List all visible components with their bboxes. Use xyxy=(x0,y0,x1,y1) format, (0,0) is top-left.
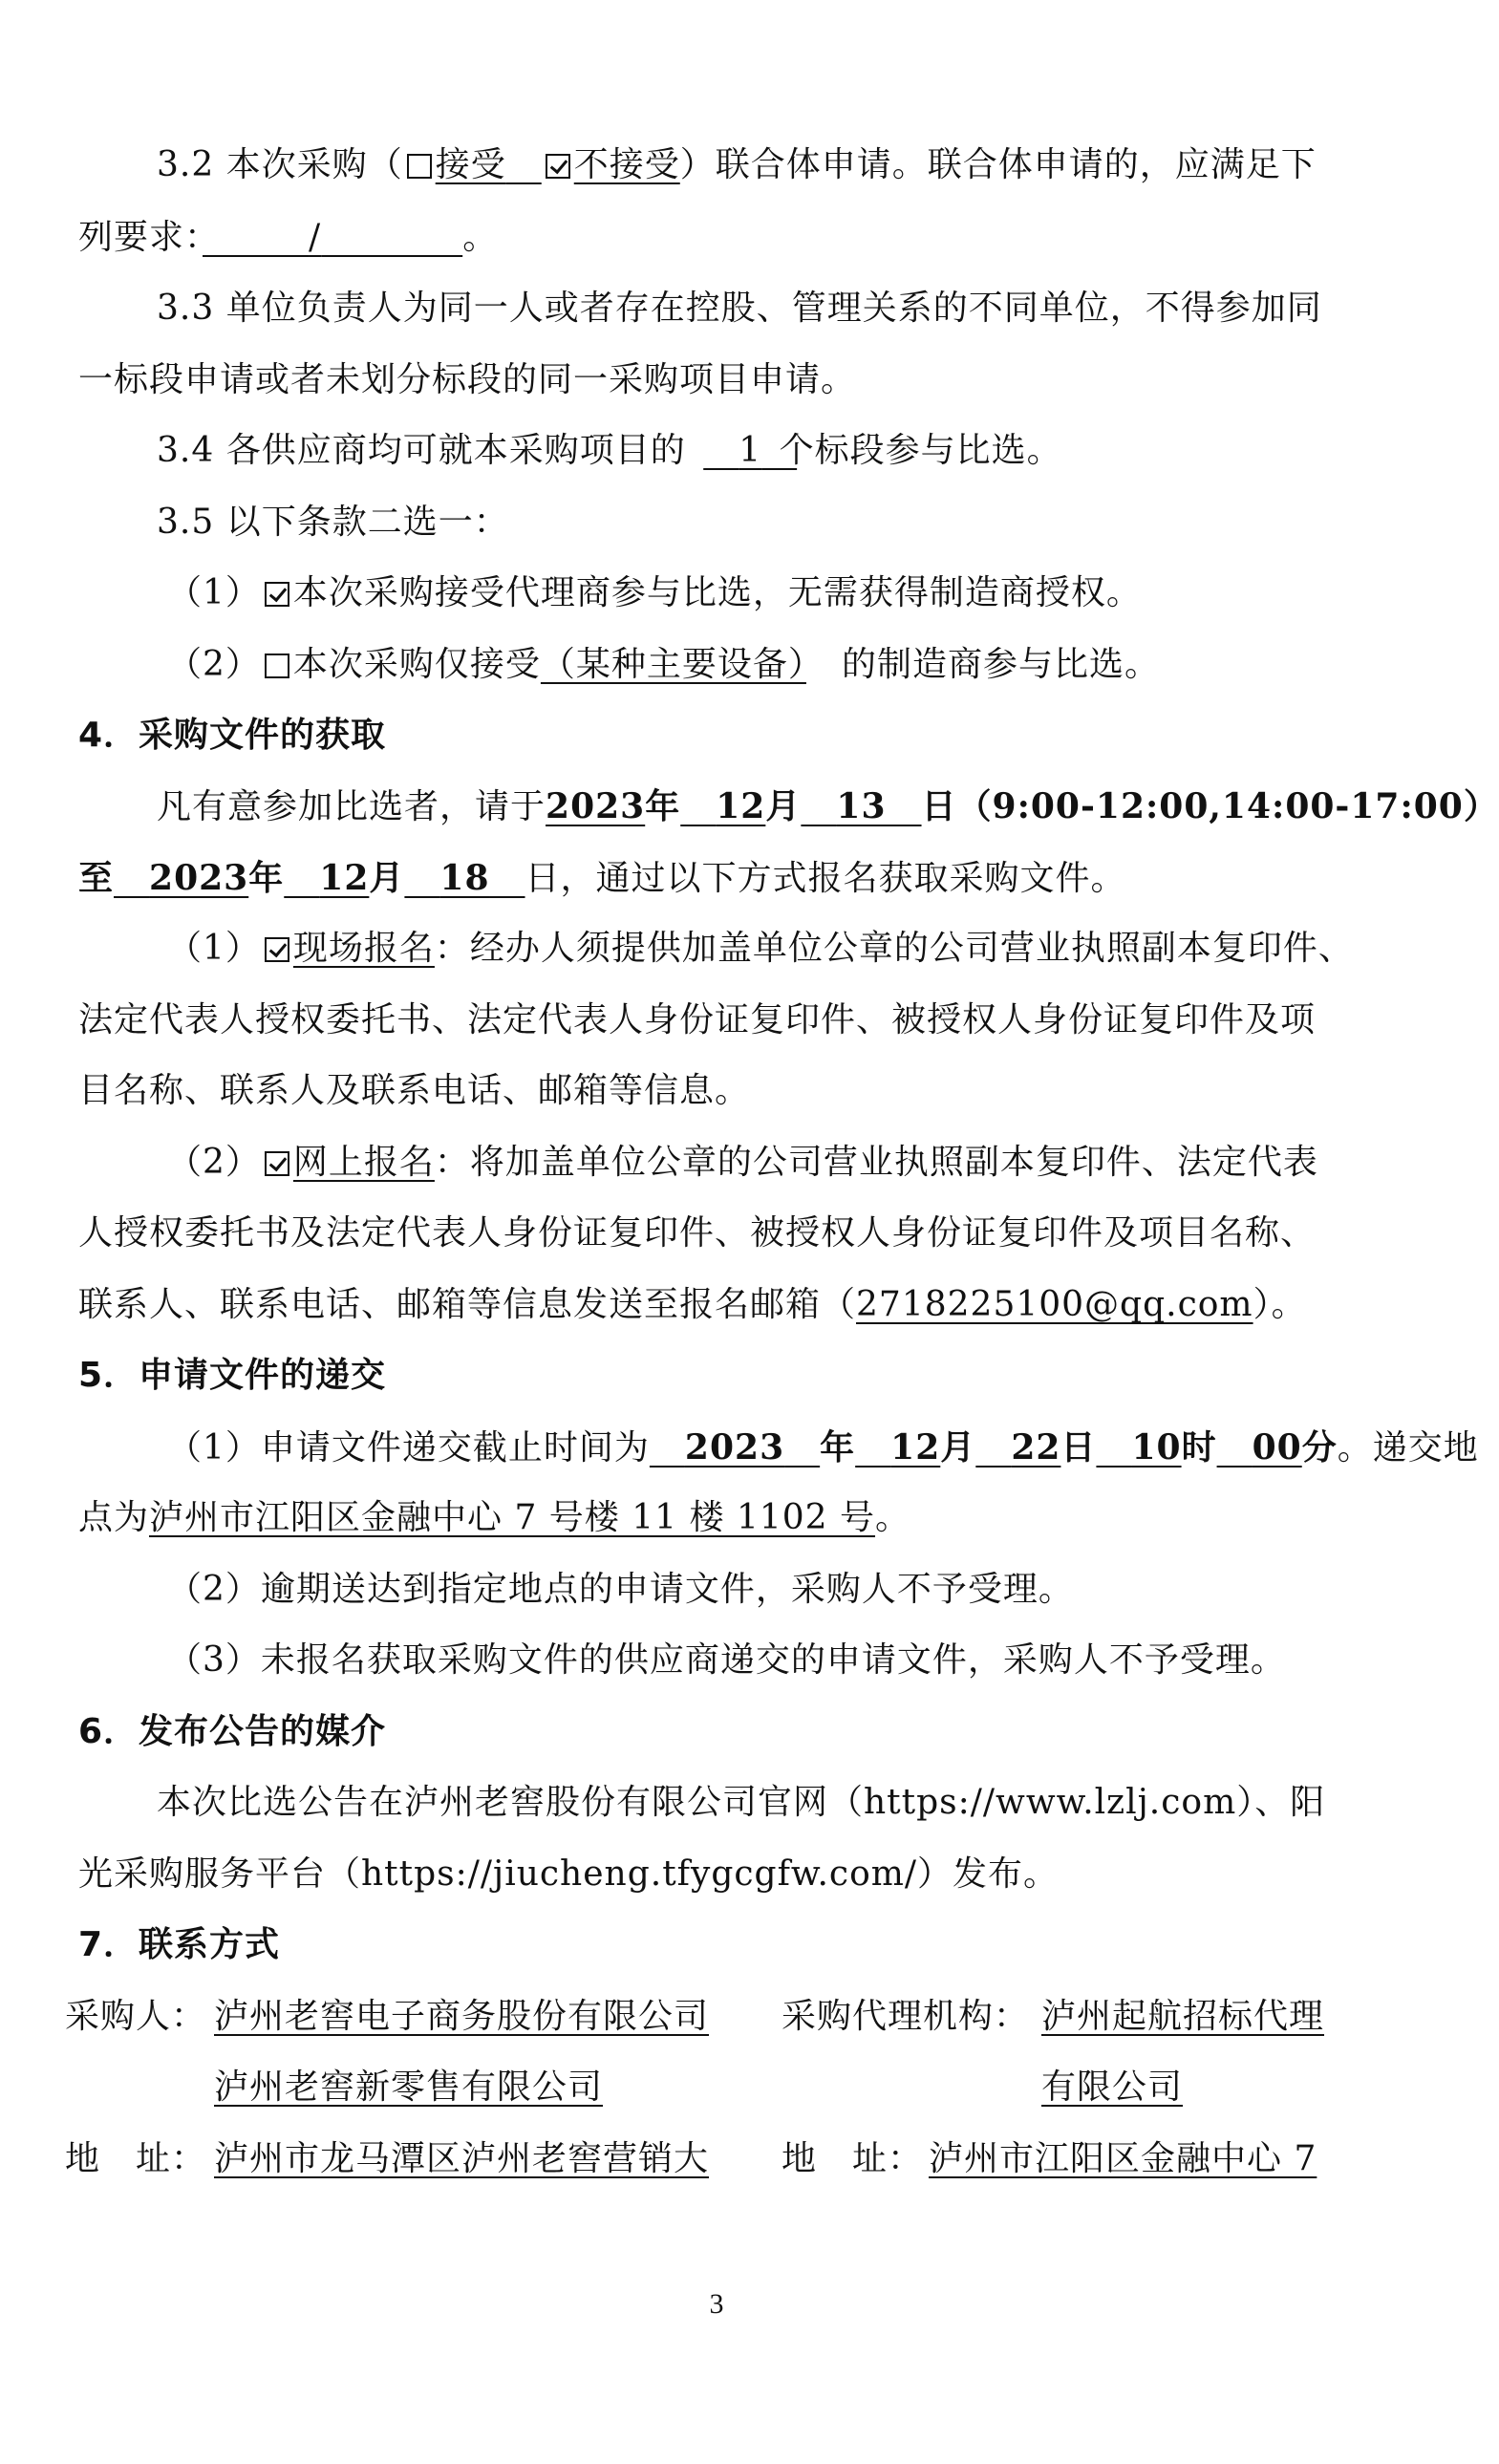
section-4-option2-line2: 人授权委托书及法定代表人身份证复印件、被授权人身份证复印件及项目名称、 xyxy=(78,1213,1317,1253)
section-5-para1-line2: 点为泸州市江阳区金融中心 7 号楼 11 楼 1102 号。 xyxy=(78,1498,911,1537)
section-4-heading: 4．采购文件的获取 xyxy=(78,716,387,755)
section-5-heading: 5．申请文件的递交 xyxy=(78,1356,387,1395)
agent-address: 泸州市江阳区金融中心 7 xyxy=(929,2139,1317,2178)
section-4-option1-line2: 法定代表人授权委托书、法定代表人身份证复印件、被授权人身份证复印件及项 xyxy=(78,1000,1317,1039)
section-5-para2: （2）逾期送达到指定地点的申请文件，采购人不予受理。 xyxy=(167,1570,1074,1609)
agent-name-1: 泸州起航招标代理 xyxy=(1041,1997,1325,2036)
checkbox-online-checked-icon xyxy=(265,1151,289,1176)
section-4-option2-line1: （2） 网上报名：将加盖单位公章的公司营业执照副本复印件、法定代表 xyxy=(167,1143,1318,1182)
section-3-5-option1: （1） 本次采购接受代理商参与比选，无需获得制造商授权。 xyxy=(167,573,1142,612)
buyer-address-label: 地 址： xyxy=(65,2139,207,2178)
buyer-address: 泸州市龙马潭区泸州老窖营销大 xyxy=(214,2139,710,2178)
checkbox-accept-icon xyxy=(407,154,432,179)
checkbox-option2-icon xyxy=(265,653,289,678)
agent-name-2: 有限公司 xyxy=(1041,2068,1184,2107)
buyer-name-1: 泸州老窖电子商务股份有限公司 xyxy=(214,1997,710,2036)
section-6-line1: 本次比选公告在泸州老窖股份有限公司官网（https://www.lzlj.com）、阳 xyxy=(157,1783,1326,1822)
section-3-4: 3.4 各供应商均可就本采购项目的 1 个标段参与比选。 xyxy=(157,431,1062,470)
buyer-label: 采购人： xyxy=(65,1997,207,2036)
buyer-name-2: 泸州老窖新零售有限公司 xyxy=(214,2068,604,2107)
section-4-option1-line3: 目名称、联系人及联系电话、邮箱等信息。 xyxy=(78,1071,751,1110)
agent-label: 采购代理机构： xyxy=(782,1997,1030,2036)
checkbox-option1-checked-icon xyxy=(265,582,289,607)
page-number: 3 xyxy=(709,2288,724,2320)
section-5-para3: （3）未报名获取采购文件的供应商递交的申请文件，采购人不予受理。 xyxy=(167,1640,1286,1680)
section-3-2-line1: 3.2 本次采购（ 接受 不接受）联合体申请。联合体申请的，应满足下 xyxy=(157,145,1317,184)
section-4-option2-line3: 联系人、联系电话、邮箱等信息发送至报名邮箱（2718225100@qq.com）。 xyxy=(78,1285,1307,1324)
section-4-para1-line1: 凡有意参加比选者，请于2023年 12月 13 日（9:00-12:00,14:00-17:00） xyxy=(157,786,1499,826)
section-4-option1-line1: （1） 现场报名：经办人须提供加盖单位公章的公司营业执照副本复印件、 xyxy=(167,929,1354,968)
section-5-para1-line1: （1）申请文件递交截止时间为 2023 年 12月 22日 10时 00分。递交地 xyxy=(167,1427,1479,1468)
section-7-heading: 7．联系方式 xyxy=(78,1925,281,1964)
section-3-2-line2: 列要求： / 。 xyxy=(78,218,499,257)
section-3-3-line1: 3.3 单位负责人为同一人或者存在控股、管理关系的不同单位，不得参加同 xyxy=(157,289,1322,328)
section-3-5-option2: （2） 本次采购仅接受（某种主要设备） 的制造商参与比选。 xyxy=(167,645,1160,684)
checkbox-onsite-checked-icon xyxy=(265,937,289,962)
email-address: 2718225100@qq.com xyxy=(856,1285,1253,1324)
section-3-5-title: 3.5 以下条款二选一： xyxy=(157,503,509,542)
section-4-para1-line2: 至 2023年 12月 18 日，通过以下方式报名获取采购文件。 xyxy=(78,858,1126,898)
section-6-heading: 6．发布公告的媒介 xyxy=(78,1712,387,1751)
section-6-line2: 光采购服务平台（https://jiucheng.tfygcgfw.com/）发布。 xyxy=(78,1854,1060,1894)
agent-address-label: 地 址： xyxy=(782,2139,924,2178)
section-3-3-line2: 一标段申请或者未划分标段的同一采购项目申请。 xyxy=(78,360,857,399)
submission-address: 泸州市江阳区金融中心 7 号楼 11 楼 1102 号 xyxy=(149,1498,876,1537)
checkbox-reject-checked-icon xyxy=(546,154,570,179)
